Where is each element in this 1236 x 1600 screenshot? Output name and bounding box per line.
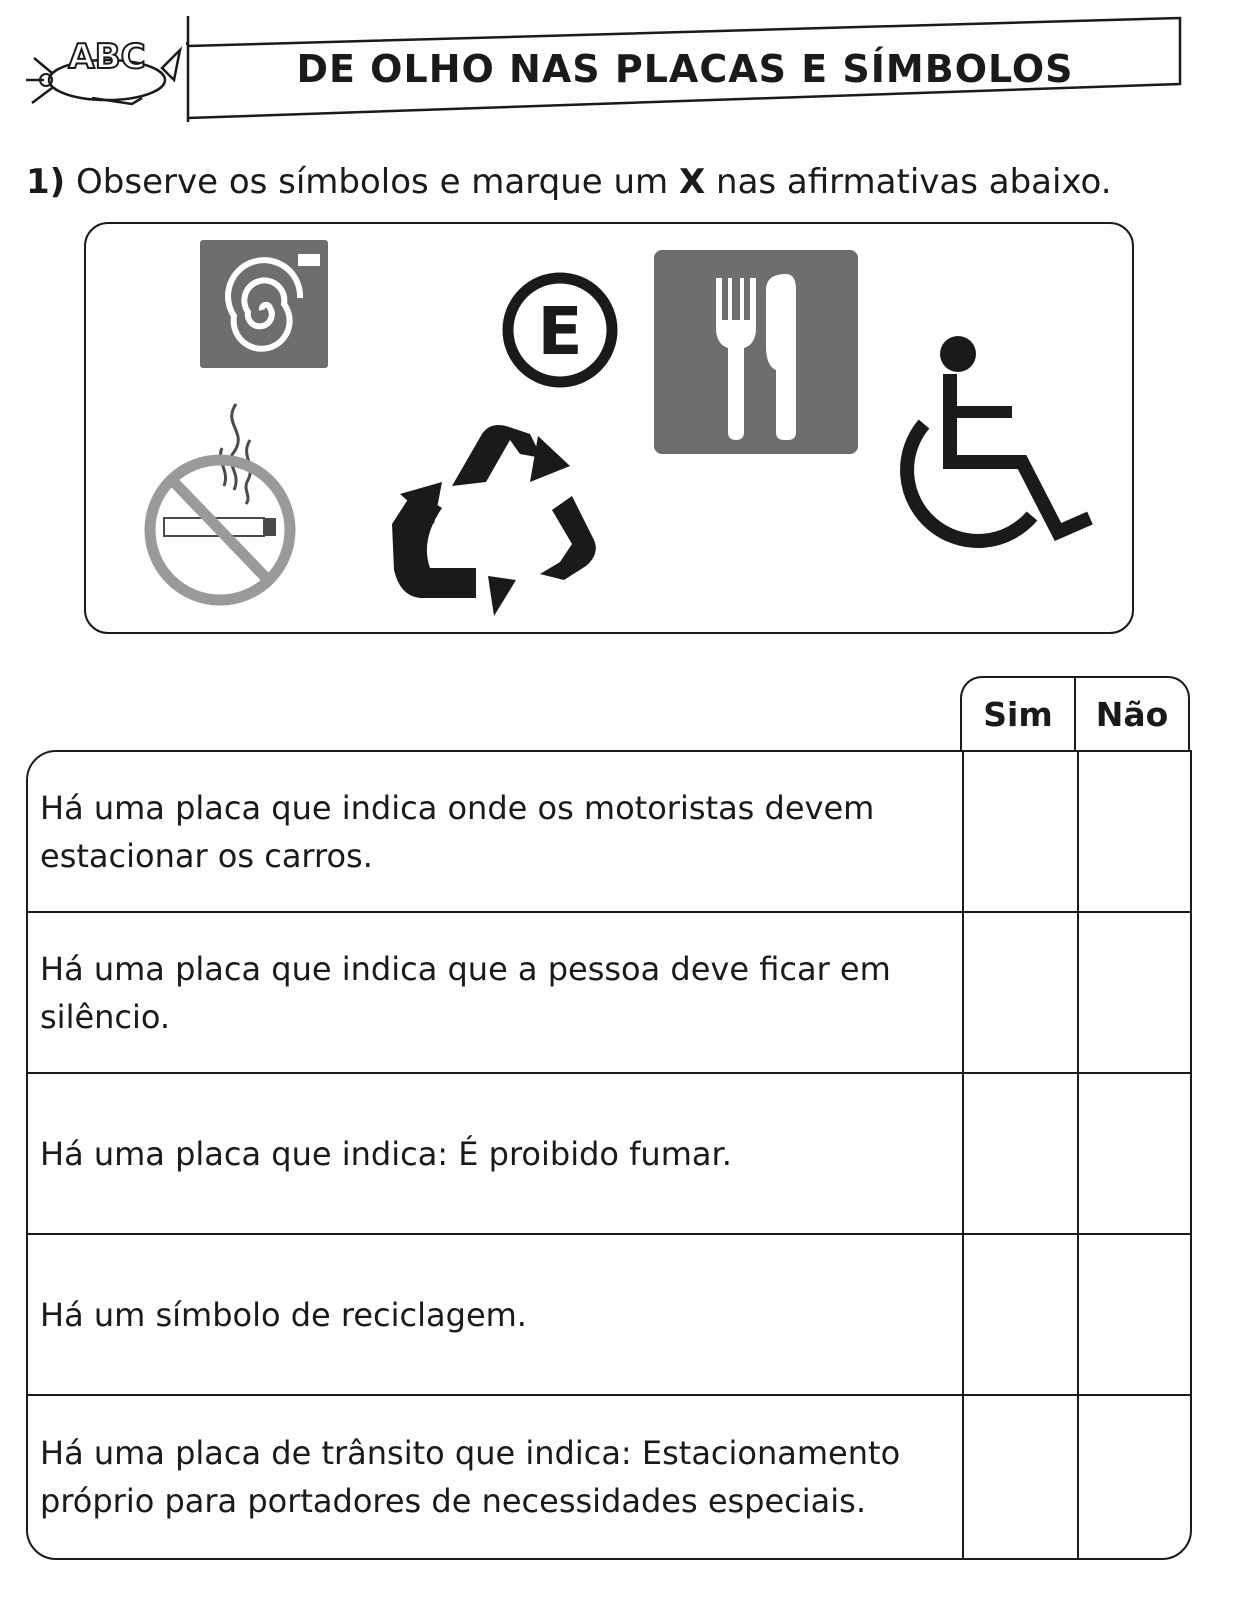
nao-checkbox-cell[interactable] [1077,1235,1190,1394]
logo-text: ABC [68,37,146,77]
sim-checkbox-cell[interactable] [962,1396,1077,1558]
table-row [28,1396,1190,1558]
statement-text: Há uma placa que indica que a pessoa deve ficar em silêncio. [40,949,891,1036]
no-smoking-icon [138,400,302,610]
wheelchair-icon [872,332,1108,568]
nao-checkbox-cell[interactable] [1077,913,1190,1072]
table-row [28,913,1190,1074]
column-nao: Não [1095,694,1169,734]
sim-checkbox-cell[interactable] [962,1235,1077,1394]
statement-text: Há uma placa que indica: É proibido fumar. [40,1134,732,1173]
fire-hose-icon [200,240,328,368]
parking-icon [502,272,618,388]
recycle-icon [390,420,596,624]
symbols-panel [84,222,1134,634]
statement-text: Há um símbolo de reciclagem. [40,1295,527,1334]
table-row [28,1235,1190,1396]
abc-airplane-logo [22,18,182,118]
statement-text: Há uma placa de trânsito que indica: Estacionamento próprio para portadores de necessidades especiais. [40,1434,901,1520]
page-title: DE OLHO NAS PLACAS E SÍMBOLOS [296,47,1074,91]
nao-checkbox-cell[interactable] [1077,752,1190,911]
restaurant-icon [654,250,858,454]
sim-checkbox-cell[interactable] [962,752,1077,911]
sim-checkbox-cell[interactable] [962,913,1077,1072]
column-sim: Sim [962,678,1076,750]
nao-checkbox-cell[interactable] [1077,1396,1190,1558]
parking-letter: E [537,293,583,370]
question-text-before: Observe os símbolos e marque um [76,162,669,202]
question-mark-x: X [678,162,706,202]
question-1 [26,158,1206,206]
nao-checkbox-cell[interactable] [1077,1074,1190,1233]
statement-text: Há uma placa que indica onde os motoristas devem estacionar os carros. [40,788,875,875]
answers-table [26,750,1192,1560]
question-text-after: nas afirmativas abaixo. [716,162,1112,202]
sim-checkbox-cell[interactable] [962,1074,1077,1233]
table-row [28,1074,1190,1235]
table-row [28,752,1190,913]
table-column-headers [960,676,1190,750]
question-number: 1) [26,162,66,202]
